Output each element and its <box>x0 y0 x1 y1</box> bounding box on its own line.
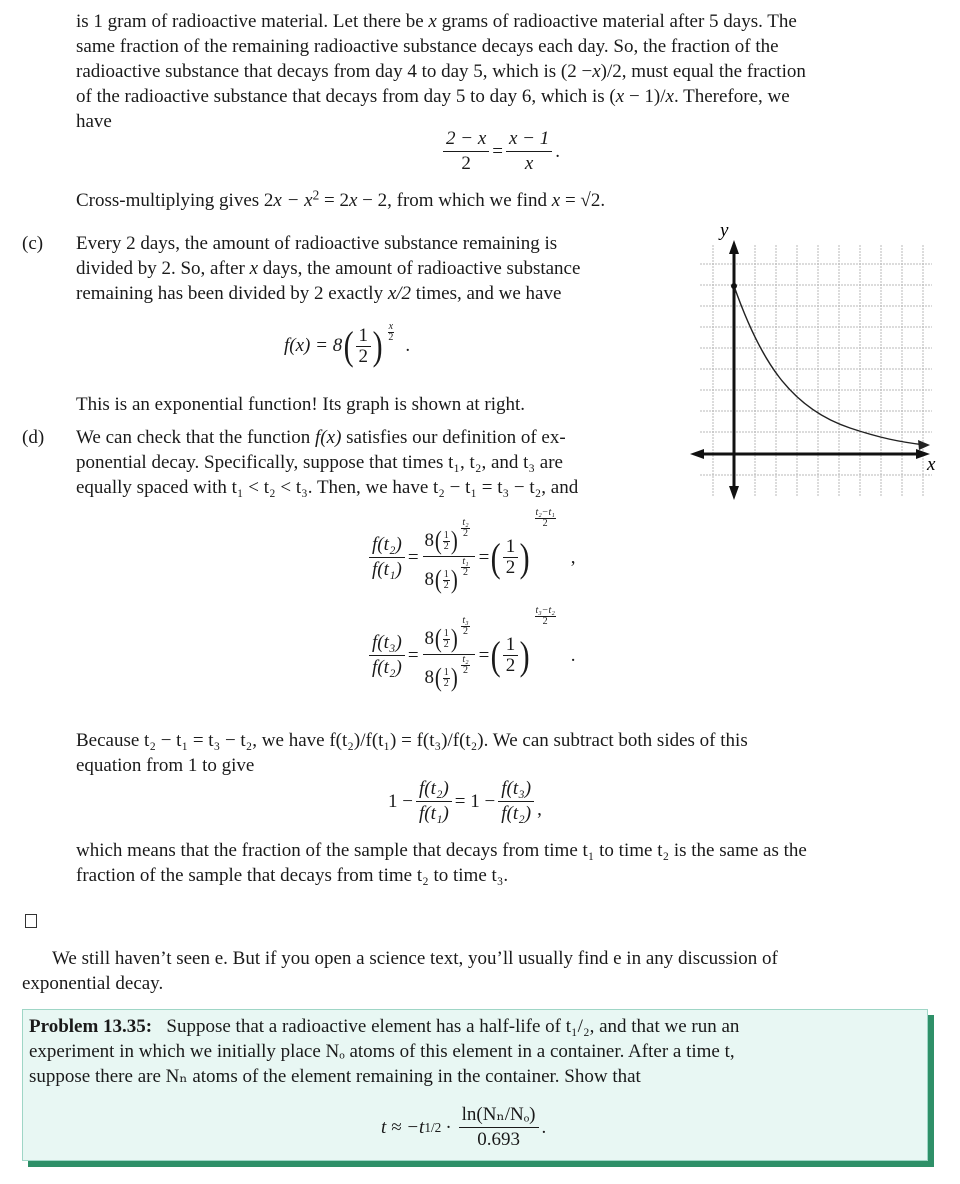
part-b-paragraph <box>76 9 940 134</box>
part-c-line-2: divided by 2. So, after x days, the amount of radioactive substance <box>76 258 581 279</box>
y-axis-label: y <box>720 220 729 241</box>
decay-curve <box>734 286 925 445</box>
part-c-closing: This is an exponential function! Its graph is shown at right. <box>76 394 526 415</box>
part-d-label: (d) <box>22 427 45 448</box>
because-paragraph <box>76 728 940 778</box>
part-d-line-2: ponential decay. Specifically, suppose that times t₁, t₂, and t₃ are <box>76 452 563 473</box>
problem-text <box>29 1014 919 1089</box>
part-b-line-3: radioactive substance that decays from day 4 to day 5, which is (2 −x)/2, must equal the fraction <box>76 61 806 82</box>
y-intercept-point <box>731 283 737 289</box>
part-c-line-1: Every 2 days, the amount of radioactive substance remaining is <box>76 233 558 254</box>
x-axis-arrow-left <box>690 449 704 459</box>
problem-line-1: Problem 13.35: Suppose that a radioactive element has a half-life of t₁/₂, and that we run an <box>29 1016 740 1037</box>
y-axis-arrow-down <box>729 486 739 500</box>
part-b-line-2: same fraction of the remaining radioactive substance decays each day. So, the fraction of the <box>76 36 779 57</box>
qed-box-icon <box>25 914 37 928</box>
problem-title: Problem 13.35: <box>29 1016 153 1037</box>
ratio-equation-1: $\frac{\text{f(t₂)}}{\text{f(t₁)}}$ = 8 ( $\frac{1}{2}$ ) $\frac{\text{t₂}}{2}$ 8 ( $\frac{1}{2}$ ) $\frac{\text{t₁}}{2}$ = ( $\frac{1}{2}$ ) $\frac{\text{t₂−t₁}}{2}$ , <box>366 522 576 593</box>
axes <box>690 240 930 500</box>
part-d-line-1: We can check that the function f(x) satisfies our definition of ex- <box>76 427 566 448</box>
ratio1-rhs-exponent: $\frac{\text{t₂−t₁}}{2}$ <box>535 507 555 529</box>
because-line-1: Because t₂ − t₁ = t₃ − t₂, we have f(t₂)/f(t₁) = f(t₃)/f(t₂). We can subtract both sides of this <box>76 730 748 751</box>
right-fraction: $\frac{x - 1}{x}$ <box>506 128 552 175</box>
problem-box <box>22 1009 928 1161</box>
right-paren: ) <box>372 323 383 368</box>
x-axis-label: x <box>927 454 936 475</box>
means-line-2: fraction of the sample that decays from time t₂ to time t₃. <box>76 865 509 886</box>
part-c-label: (c) <box>22 233 44 254</box>
part-c-line-3: remaining has been divided by 2 exactly x/2 times, and we have <box>76 283 562 304</box>
left-paren: ( <box>343 323 354 368</box>
equals-sign: = <box>478 546 490 568</box>
means-paragraph <box>76 838 940 888</box>
equals-sign: = <box>407 546 419 568</box>
base-fraction: $\frac{1}{2}$ <box>356 327 372 366</box>
ratio2-rhs-exponent: $\frac{\text{t₃−t₂}}{2}$ <box>535 605 555 627</box>
cross-multiply-line: Cross-multiplying gives $2x - x^2 = 2x - 2$, from which we find x = √2. <box>76 187 606 211</box>
because-line-2: equation from 1 to give <box>76 755 255 776</box>
means-line-1: which means that the fraction of the sample that decays from time t₁ to time t₂ is the same as the <box>76 840 807 861</box>
transition-line-2: exponential decay. <box>22 973 164 994</box>
part-b-line-1: is 1 gram of radioactive material. Let there be x grams of radioactive material after 5 days. The <box>76 11 797 32</box>
ratio-equation-2: $\frac{\text{f(t₃)}}{\text{f(t₂)}}$ = 8 ( $\frac{1}{2}$ ) $\frac{\text{t₃}}{2}$ 8 ( $\frac{1}{2}$ ) $\frac{\text{t₂}}{2}$ = ( $\frac{1}{2}$ ) $\frac{\text{t₃−t₂}}{2}$ . <box>366 620 576 691</box>
exponential-decay-graph <box>688 218 960 503</box>
part-b-line-4: of the radioactive substance that decays from day 5 to day 6, which is (x − 1)/x. Therefore, we <box>76 86 790 107</box>
part-d-paragraph <box>76 425 670 500</box>
transition-line-1: We still haven’t seen e. But if you open a science text, you’ll usually find e in any discussion of <box>52 948 778 969</box>
ratio1-lhs: $\frac{\text{f(t₂)}}{\text{f(t₁)}}$ <box>369 534 405 581</box>
part-b-line-5: have <box>76 111 112 132</box>
problem-line-2: experiment in which we initially place Nₒ atoms of this element in a container. After a time t, <box>29 1041 735 1062</box>
curve-arrow <box>918 440 930 450</box>
equals-sign: = <box>478 644 490 666</box>
ratio2-middle: 8 ( $\frac{1}{2}$ ) $\frac{\text{t₃}}{2}$ 8 ( $\frac{1}{2}$ ) $\frac{\text{t₂}}{2}$ <box>423 620 475 691</box>
ratio2-lhs: $\frac{\text{f(t₃)}}{\text{f(t₂)}}$ <box>369 632 405 679</box>
exponential-formula: f(x) = 8 ( $\frac{1}{2}$ ) $\frac{x}{2}$ . <box>284 321 411 368</box>
transition-paragraph <box>22 946 940 996</box>
part-c-paragraph <box>76 231 670 306</box>
subtract-equation: 1 − $\frac{\text{f(t₂)}}{\text{f(t₁)}}$ = 1 − $\frac{\text{f(t₃)}}{\text{f(t₂)}}$ , <box>388 778 542 824</box>
half-life-formula: t ≈ −t 1/2 · $\frac{\text{ln(Nₙ/Nₒ)}}{0.693}$ . <box>381 1104 547 1150</box>
part-d-line-3: equally spaced with t₁ < t₂ < t₃. Then, we have t₂ − t₁ = t₃ − t₂, and <box>76 477 579 498</box>
y-axis-arrow-up <box>729 240 739 254</box>
problem-line-3: suppose there are Nₙ atoms of the element remaining in the container. Show that <box>29 1066 641 1087</box>
fraction-equation: $\frac{2 - x}{2}$ = $\frac{x - 1}{x}$ . <box>440 128 560 175</box>
ratio1-middle: 8 ( $\frac{1}{2}$ ) $\frac{\text{t₂}}{2}$ 8 ( $\frac{1}{2}$ ) $\frac{\text{t₁}}{2}$ <box>423 522 475 593</box>
equals-sign: = <box>407 644 419 666</box>
left-fraction: $\frac{2 - x}{2}$ <box>443 128 489 175</box>
exponent-fraction: $\frac{x}{2}$ <box>388 321 394 343</box>
